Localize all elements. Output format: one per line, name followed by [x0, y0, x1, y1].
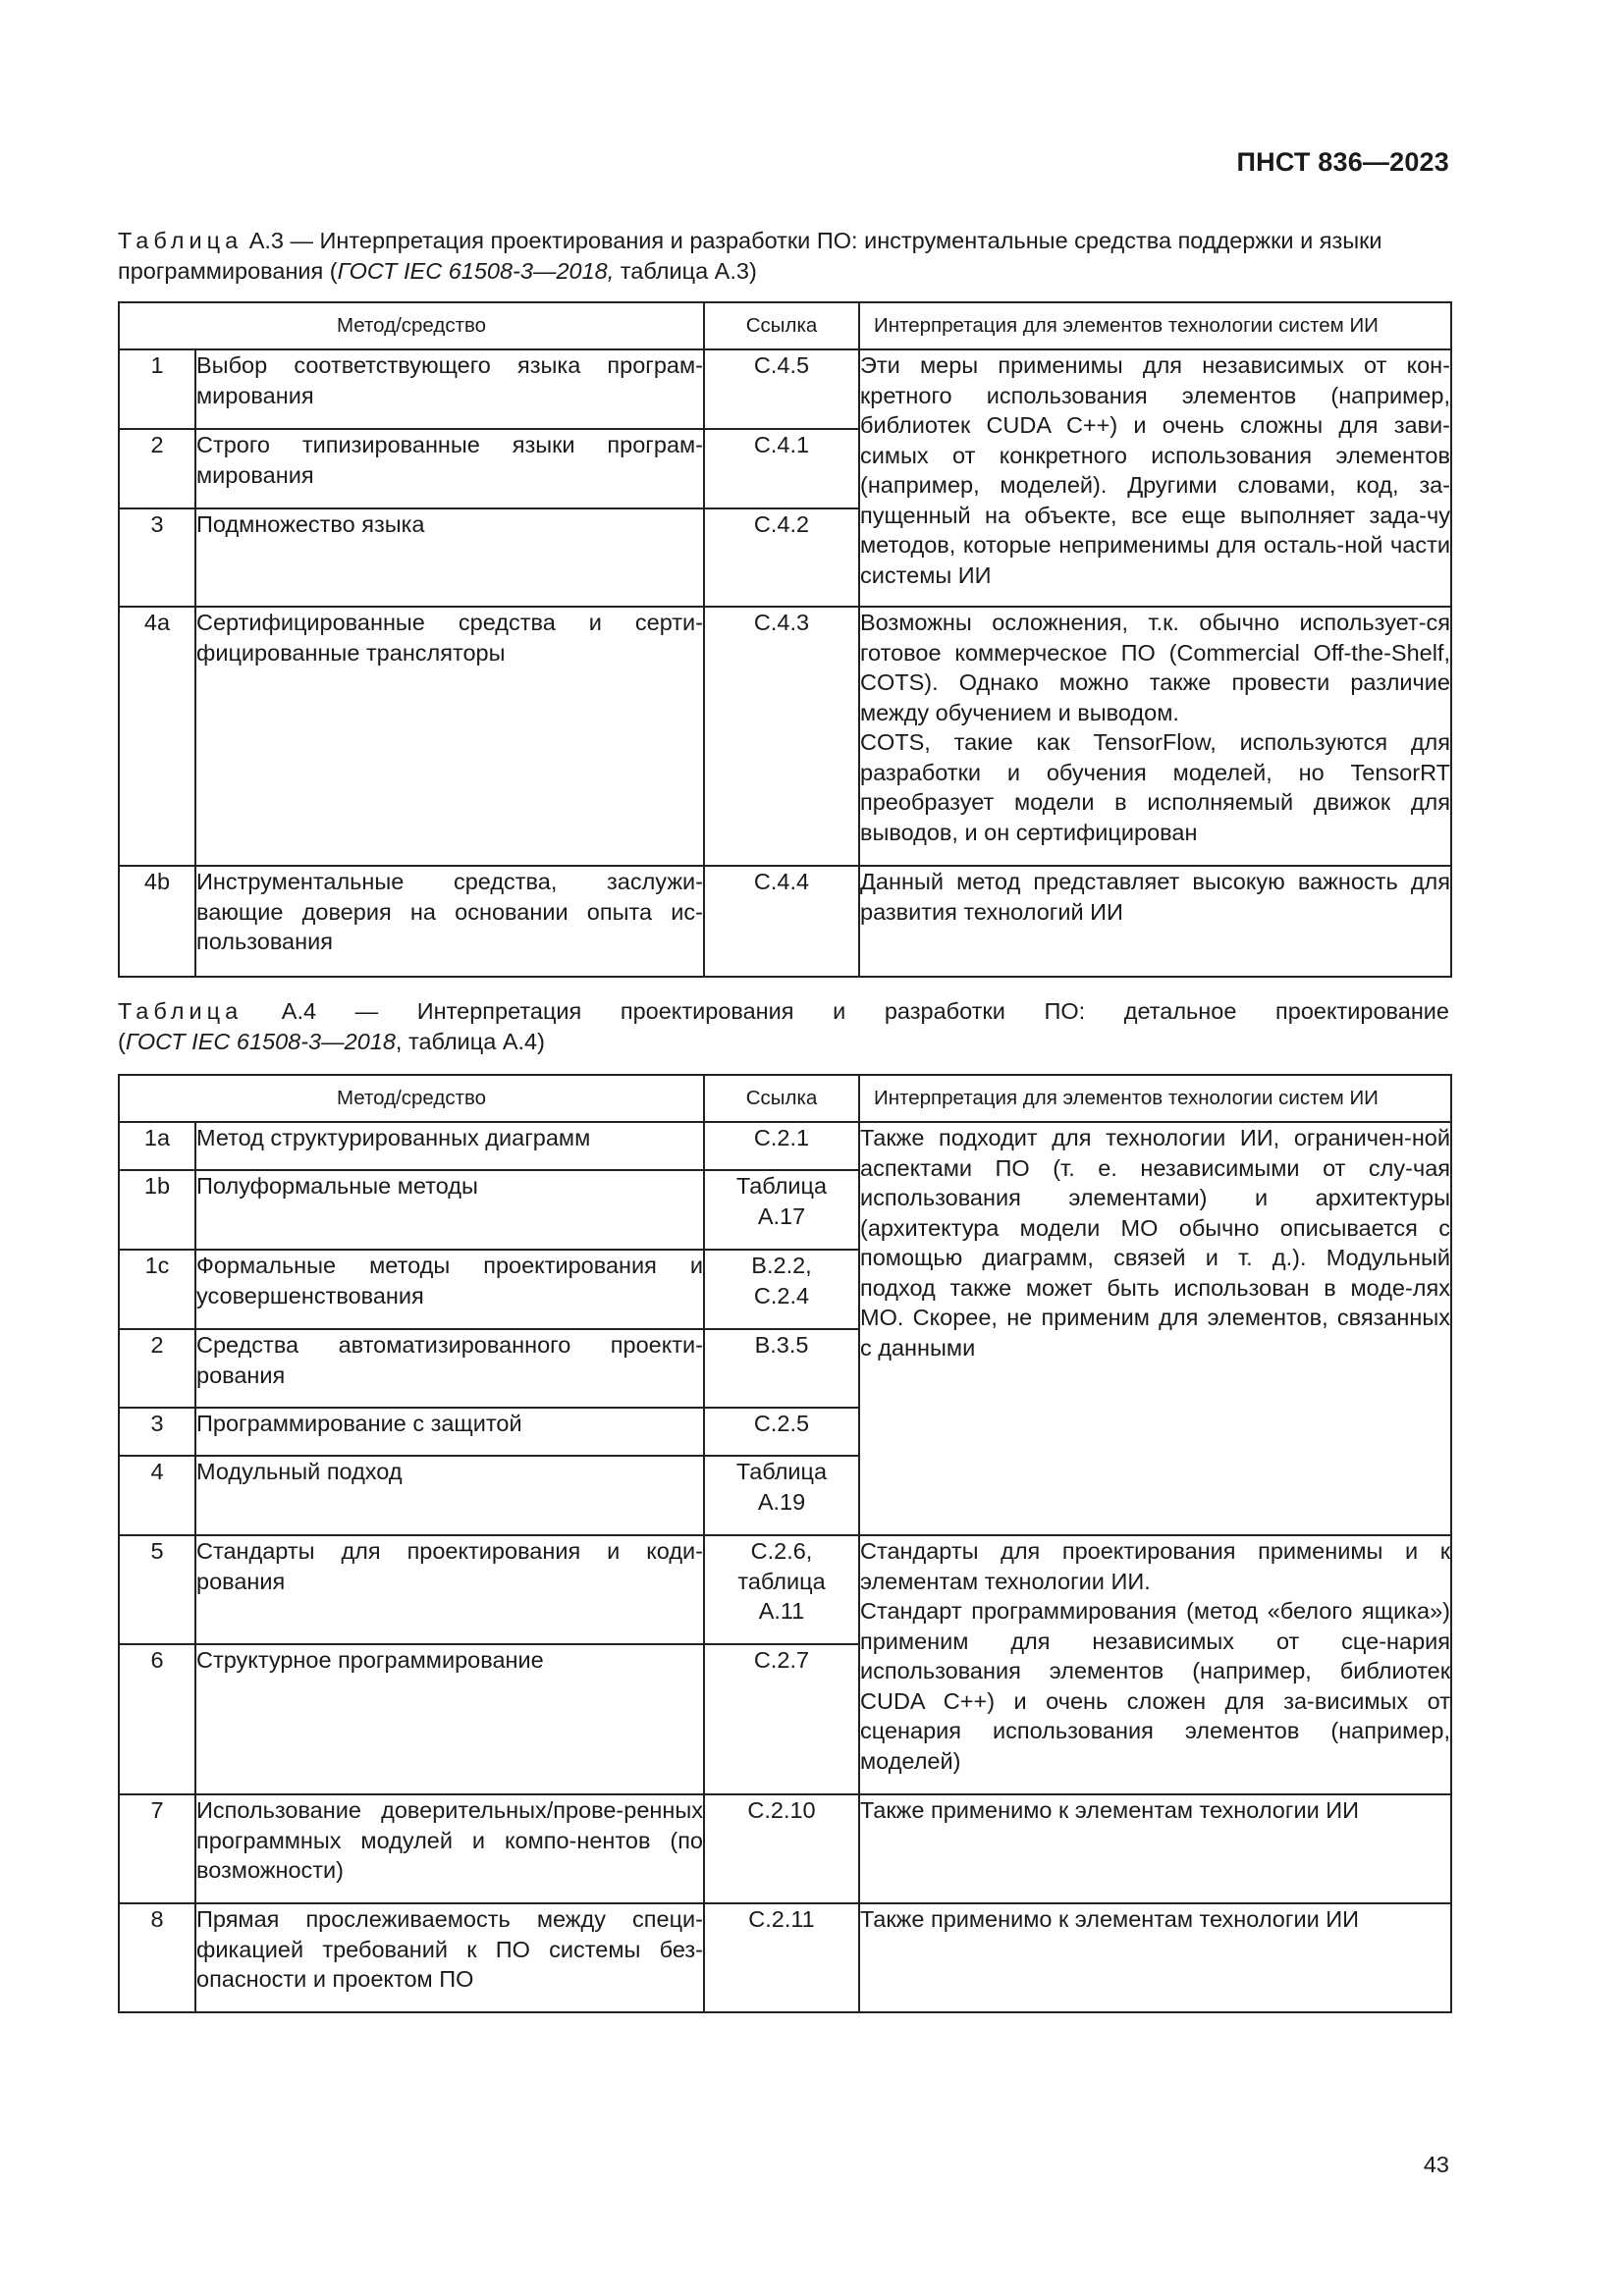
- table-a4: [118, 1074, 1452, 2013]
- row-ref: С.4.5: [704, 349, 859, 429]
- row-method: Использование доверительных/прове-ренных программных модулей и компо-нентов (по возможности): [195, 1794, 704, 1903]
- table-row: [119, 1122, 1451, 1170]
- header-method: Метод/средство: [119, 1075, 704, 1122]
- row-number: 1c: [119, 1250, 195, 1329]
- table-row: [119, 349, 1451, 429]
- row-method: Структурное программирование: [195, 1644, 704, 1794]
- row-method: Стандарты для проектирования и коди-рования: [195, 1535, 704, 1644]
- caption-source: ГОСТ IEC 61508-3—2018,: [337, 258, 615, 284]
- row-ref: В.2.2, С.2.4: [704, 1250, 859, 1329]
- header-ref: Ссылка: [704, 302, 859, 349]
- row-number: 4b: [119, 866, 195, 977]
- header-interp: Интерпретация для элементов технологии систем ИИ: [859, 1075, 1451, 1122]
- caption-text: А.3 — Интерпретация проектирования и разработки ПО: инструментальные средства поддержки и языки программирования (: [118, 228, 1382, 284]
- row-number: 6: [119, 1644, 195, 1794]
- row-method: Программирование с защитой: [195, 1408, 704, 1456]
- row-number: 2: [119, 1329, 195, 1408]
- row-ref: С.2.5: [704, 1408, 859, 1456]
- table-row: [119, 866, 1451, 977]
- table-row: [119, 1794, 1451, 1903]
- row-method: Инструментальные средства, заслужи-вающие доверия на основании опыта ис-пользования: [195, 866, 704, 977]
- caption-label: Таблица: [118, 998, 244, 1024]
- row-ref: С.2.1: [704, 1122, 859, 1170]
- row-interp: Стандарты для проектирования применимы и к элементам технологии ИИ. Стандарт программирования (метод «белого ящика») применим для независимых от сце-нария использования элементов (например, библиотек CUDA C++) и очень сложен для за-висимых от сценария использования элементов (например, моделей): [859, 1535, 1451, 1794]
- row-number: 8: [119, 1903, 195, 2012]
- table-row: [119, 1535, 1451, 1644]
- row-interp: Эти меры применимы для независимых от кон-кретного использования элементов (например, библиотек CUDA C++) и очень сложны для зави-симых от конкретного использования элементов (например, моделей). Другими словами, код, за-пущенный на объекте, все еще выполняет зада-чу методов, которые неприменимы для осталь-ной части системы ИИ: [859, 349, 1451, 607]
- row-number: 4a: [119, 607, 195, 866]
- row-interp: Также применимо к элементам технологии ИИ: [859, 1903, 1451, 2012]
- row-ref: С.4.4: [704, 866, 859, 977]
- table-row: [119, 1903, 1451, 2012]
- row-method: Формальные методы проектирования и усовершенствования: [195, 1250, 704, 1329]
- row-ref: С.2.10: [704, 1794, 859, 1903]
- row-ref: С.2.6, таблица А.11: [704, 1535, 859, 1644]
- row-number: 1: [119, 349, 195, 429]
- row-number: 4: [119, 1456, 195, 1535]
- header-ref: Ссылка: [704, 1075, 859, 1122]
- table-row: [119, 607, 1451, 866]
- row-interp: Данный метод представляет высокую важность для развития технологий ИИ: [859, 866, 1451, 977]
- caption-line-2: (ГОСТ IEC 61508-3—2018, таблица А.4): [118, 1029, 545, 1054]
- row-method: Прямая прослеживаемость между специ-фикацией требований к ПО системы без-опасности и проектом ПО: [195, 1903, 704, 2012]
- row-method: Подмножество языка: [195, 508, 704, 607]
- table-header-row: [119, 302, 1451, 349]
- row-interp: Также подходит для технологии ИИ, ограничен-ной аспектами ПО (т. е. независимыми от слу-чая использования элементами) и архитектуры (архитектура модели МО обычно описывается с помощью диаграмм, связей и т. д.). Модульный подход также может быть использован в моде-лях МО. Скорее, не применим для элементов, связанных с данными: [859, 1122, 1451, 1535]
- row-method: Сертифицированные средства и серти-фицированные трансляторы: [195, 607, 704, 866]
- header-interp: Интерпретация для элементов технологии систем ИИ: [859, 302, 1451, 349]
- row-ref: С.2.11: [704, 1903, 859, 2012]
- row-number: 7: [119, 1794, 195, 1903]
- table-a3: [118, 301, 1452, 978]
- row-method: Полуформальные методы: [195, 1170, 704, 1250]
- row-ref: В.3.5: [704, 1329, 859, 1408]
- header-method: Метод/средство: [119, 302, 704, 349]
- row-ref: С.4.2: [704, 508, 859, 607]
- row-interp: Также применимо к элементам технологии ИИ: [859, 1794, 1451, 1903]
- row-method: Метод структурированных диаграмм: [195, 1122, 704, 1170]
- caption-tail: , таблица А.4): [395, 1029, 545, 1054]
- table-header-row: [119, 1075, 1451, 1122]
- row-number: 1b: [119, 1170, 195, 1250]
- row-interp: Возможны осложнения, т.к. обычно использует-ся готовое коммерческое ПО (Commercial Off-the-Shelf, COTS). Однако можно также провести различие между обучением и выводом. COTS, такие как TensorFlow, используются для разработки и обучения моделей, но TensorRT преобразует модели в исполняемый движок для выводов, и он сертифицирован: [859, 607, 1451, 866]
- row-number: 3: [119, 1408, 195, 1456]
- row-ref: Таблица А.19: [704, 1456, 859, 1535]
- caption-tail: таблица А.3): [614, 258, 757, 284]
- row-number: 5: [119, 1535, 195, 1644]
- row-method: Выбор соответствующего языка програм-мирования: [195, 349, 704, 429]
- row-number: 1a: [119, 1122, 195, 1170]
- row-method: Модульный подход: [195, 1456, 704, 1535]
- row-ref: Таблица А.17: [704, 1170, 859, 1250]
- document-code: ПНСТ 836—2023: [1236, 147, 1449, 177]
- table-a3-caption: [118, 226, 1449, 287]
- caption-source: ГОСТ IEC 61508-3—2018: [125, 1029, 396, 1054]
- row-number: 2: [119, 429, 195, 508]
- row-ref: С.2.7: [704, 1644, 859, 1794]
- table-a4-caption: [118, 996, 1449, 1057]
- caption-label: Таблица: [118, 228, 244, 253]
- row-ref: С.4.3: [704, 607, 859, 866]
- row-ref: С.4.1: [704, 429, 859, 508]
- page-number: 43: [1423, 2152, 1449, 2177]
- row-method: Средства автоматизированного проекти-рования: [195, 1329, 704, 1408]
- caption-text: А.4 — Интерпретация проектирования и разработки ПО: детальное проектирование: [281, 998, 1449, 1024]
- row-method: Строго типизированные языки програм-мирования: [195, 429, 704, 508]
- row-number: 3: [119, 508, 195, 607]
